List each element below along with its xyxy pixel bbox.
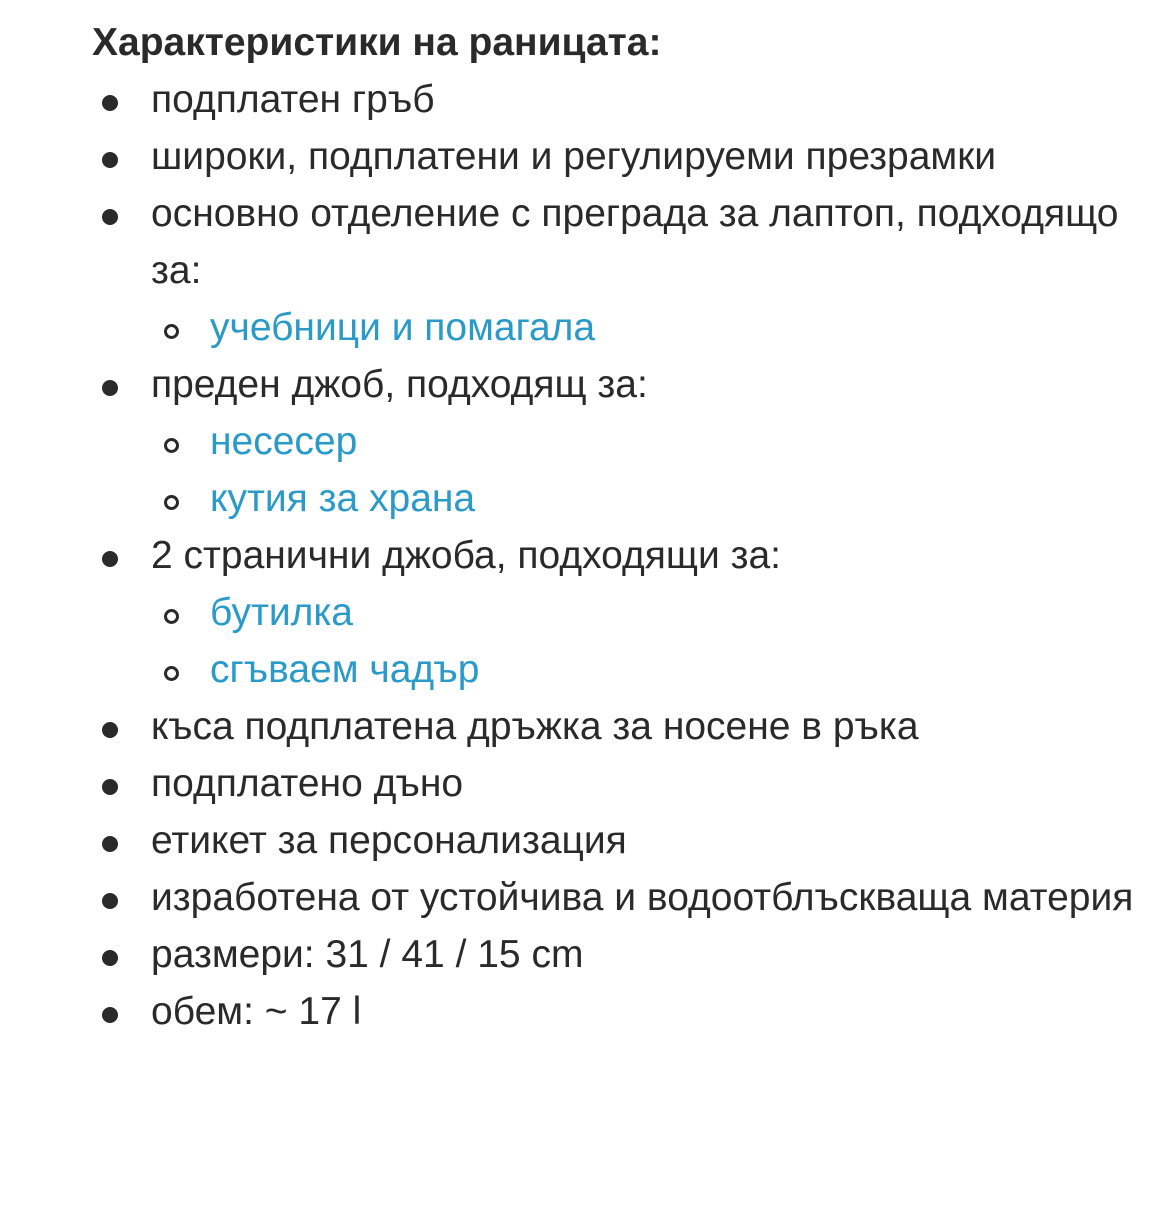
feature-item bbox=[92, 71, 1152, 128]
bullet-icon bbox=[102, 152, 118, 168]
features-list bbox=[92, 71, 1152, 1040]
feature-text: размери: 31 / 41 / 15 cm bbox=[151, 933, 584, 976]
feature-text: етикет за персонализация bbox=[151, 819, 627, 862]
feature-subitem bbox=[151, 299, 1152, 356]
feature-link[interactable]: несесер bbox=[210, 420, 358, 463]
feature-item bbox=[92, 869, 1152, 926]
circle-bullet-icon bbox=[164, 609, 179, 624]
feature-sublist bbox=[151, 413, 1152, 527]
circle-bullet-icon bbox=[164, 438, 179, 453]
feature-link[interactable]: кутия за храна bbox=[210, 477, 476, 520]
feature-item bbox=[92, 185, 1152, 356]
bullet-icon bbox=[102, 95, 118, 111]
feature-subitem bbox=[151, 641, 1152, 698]
circle-bullet-icon bbox=[164, 324, 179, 339]
feature-sublist bbox=[151, 584, 1152, 698]
feature-text: широки, подплатени и регулируеми презрамки bbox=[151, 135, 997, 178]
feature-item bbox=[92, 812, 1152, 869]
feature-sublist bbox=[151, 299, 1152, 356]
product-features-section bbox=[92, 14, 1152, 1040]
feature-link[interactable]: учебници и помагала bbox=[210, 306, 596, 349]
feature-text: 2 странични джоба, подходящи за: bbox=[151, 534, 781, 577]
feature-text: подплатено дъно bbox=[151, 762, 464, 805]
feature-text: подплатен гръб bbox=[151, 78, 435, 121]
feature-text: преден джоб, подходящ за: bbox=[151, 363, 648, 406]
feature-subitem bbox=[151, 470, 1152, 527]
feature-item bbox=[92, 755, 1152, 812]
bullet-icon bbox=[102, 779, 118, 795]
feature-text: къса подплатена дръжка за носене в ръка bbox=[151, 705, 919, 748]
bullet-icon bbox=[102, 893, 118, 909]
feature-text: основно отделение с преграда за лаптоп, подходящо за: bbox=[151, 192, 1119, 292]
bullet-icon bbox=[102, 380, 118, 396]
bullet-icon bbox=[102, 950, 118, 966]
bullet-icon bbox=[102, 209, 118, 225]
feature-item bbox=[92, 983, 1152, 1040]
circle-bullet-icon bbox=[164, 495, 179, 510]
feature-text: изработена от устойчива и водоотблъскваща материя bbox=[151, 876, 1134, 919]
feature-item bbox=[92, 926, 1152, 983]
bullet-icon bbox=[102, 722, 118, 738]
feature-link[interactable]: сгъваем чадър bbox=[210, 648, 480, 691]
feature-item bbox=[92, 128, 1152, 185]
bullet-icon bbox=[102, 551, 118, 567]
feature-subitem bbox=[151, 413, 1152, 470]
bullet-icon bbox=[102, 836, 118, 852]
features-heading: Характеристики на раницата: bbox=[92, 21, 662, 64]
feature-link[interactable]: бутилка bbox=[210, 591, 353, 634]
bullet-icon bbox=[102, 1007, 118, 1023]
feature-text: обем: ~ 17 l bbox=[151, 990, 362, 1033]
feature-item bbox=[92, 698, 1152, 755]
feature-subitem bbox=[151, 584, 1152, 641]
feature-item bbox=[92, 356, 1152, 527]
feature-item bbox=[92, 527, 1152, 698]
circle-bullet-icon bbox=[164, 666, 179, 681]
